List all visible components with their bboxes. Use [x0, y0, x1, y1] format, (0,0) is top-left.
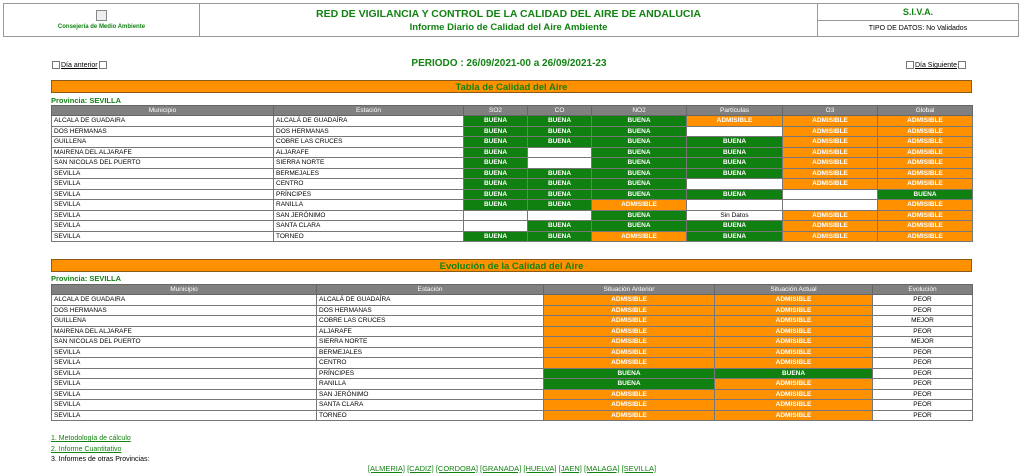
status-cell: BUENA	[464, 116, 528, 127]
status-cell: ADMISIBLE	[715, 389, 873, 400]
status-cell	[783, 189, 878, 200]
period-label: PERIODO : 26/09/2021-00 a 26/09/2021-23	[411, 58, 607, 69]
table-row	[52, 137, 973, 148]
status-cell: ADMISIBLE	[715, 305, 873, 316]
status-cell	[687, 200, 783, 211]
table-row	[52, 200, 973, 211]
table-cell: TORNEO	[317, 410, 544, 421]
other-provinces-label: 3. Informes de otras Provincias:	[51, 456, 150, 463]
table-cell: SAN JERÓNIMO	[317, 389, 544, 400]
status-cell: PEOR	[873, 379, 973, 390]
status-cell: PEOR	[873, 358, 973, 369]
table-cell: SEVILLA	[52, 189, 274, 200]
status-cell: PEOR	[873, 368, 973, 379]
table-cell: TORNEO	[274, 231, 464, 242]
status-cell: BUENA	[528, 221, 592, 232]
table-cell: BERMEJALES	[317, 347, 544, 358]
status-cell	[464, 210, 528, 221]
table-row	[52, 158, 973, 169]
column-header: Estación	[274, 106, 464, 116]
column-header: Municipio	[52, 285, 317, 295]
status-cell: BUENA	[528, 137, 592, 148]
status-cell: ADMISIBLE	[715, 410, 873, 421]
quantitative-report-link[interactable]: 2. Informe Cuantitativo	[51, 446, 122, 453]
table-row	[52, 231, 973, 242]
status-cell: BUENA	[528, 231, 592, 242]
status-cell: ADMISIBLE	[592, 200, 687, 211]
status-cell: ADMISIBLE	[687, 116, 783, 127]
table-cell: CENTRO	[317, 358, 544, 369]
status-cell: BUENA	[544, 379, 715, 390]
evolution-province-label: Provincia: SEVILLA	[51, 274, 122, 283]
status-cell: ADMISIBLE	[715, 379, 873, 390]
table-cell: SAN JERÓNIMO	[274, 210, 464, 221]
previous-day-label: Día anterior	[61, 61, 98, 69]
status-cell: BUENA	[687, 221, 783, 232]
quality-table-title: Tabla de Calidad del Aire	[51, 80, 972, 93]
status-cell: MEJOR	[873, 337, 973, 348]
status-cell: BUENA	[528, 200, 592, 211]
logo-cell	[4, 4, 200, 37]
table-cell: COBRE LAS CRUCES	[317, 316, 544, 327]
table-cell: SEVILLA	[52, 358, 317, 369]
status-cell: ADMISIBLE	[592, 231, 687, 242]
table-row	[52, 147, 973, 158]
table-row	[52, 295, 973, 306]
status-cell: ADMISIBLE	[878, 179, 973, 190]
table-cell: SEVILLA	[52, 389, 317, 400]
column-header: Municipio	[52, 106, 274, 116]
table-cell: MAIRENA DEL ALJARAFE	[52, 147, 274, 158]
status-cell: ADMISIBLE	[544, 410, 715, 421]
column-header: Global	[878, 106, 973, 116]
column-header: Estación	[317, 285, 544, 295]
province-links	[0, 464, 1024, 473]
status-cell	[528, 147, 592, 158]
table-cell: ALJARAFE	[317, 326, 544, 337]
table-cell: SANTA CLARA	[274, 221, 464, 232]
status-cell: PEOR	[873, 326, 973, 337]
table-cell: SEVILLA	[52, 410, 317, 421]
footer-link-2-wrap	[51, 446, 121, 453]
methodology-link[interactable]: 1. Metodología de cálculo	[51, 435, 131, 442]
table-cell: DOS HERMANAS	[52, 305, 317, 316]
table-row	[52, 358, 973, 369]
title-cell	[200, 4, 818, 37]
table-row	[52, 116, 973, 127]
status-cell: BUENA	[687, 147, 783, 158]
status-cell: ADMISIBLE	[783, 179, 878, 190]
table-cell: SEVILLA	[52, 210, 274, 221]
status-cell: BUENA	[715, 368, 873, 379]
status-cell: BUENA	[464, 147, 528, 158]
siva-cell	[818, 4, 1019, 37]
report-title: RED DE VIGILANCIA Y CONTROL DE LA CALIDAD DEL AIRE DE ANDALUCIA	[315, 7, 702, 20]
status-cell: PEOR	[873, 410, 973, 421]
status-cell: BUENA	[592, 210, 687, 221]
table-cell: ALCALÁ DE GUADAÍRA	[274, 116, 464, 127]
status-cell: BUENA	[464, 189, 528, 200]
table-row	[52, 326, 973, 337]
table-cell: SANTA CLARA	[317, 400, 544, 411]
table-row	[52, 221, 973, 232]
table-row	[52, 379, 973, 390]
status-cell: ADMISIBLE	[544, 305, 715, 316]
table-cell: ALCALÁ DE GUADAÍRA	[317, 295, 544, 306]
status-cell: BUENA	[687, 137, 783, 148]
status-cell: BUENA	[592, 189, 687, 200]
status-cell: BUENA	[528, 168, 592, 179]
table-cell: COBRE LAS CRUCES	[274, 137, 464, 148]
footer-link-1-wrap	[51, 435, 131, 442]
status-cell: ADMISIBLE	[878, 137, 973, 148]
status-cell: ADMISIBLE	[878, 231, 973, 242]
status-cell: PEOR	[873, 389, 973, 400]
table-row	[52, 316, 973, 327]
broken-image-icon	[96, 10, 107, 21]
status-cell: BUENA	[464, 179, 528, 190]
status-cell: BUENA	[464, 200, 528, 211]
table-cell: SAN NICOLAS DEL PUERTO	[52, 337, 317, 348]
status-cell: BUENA	[464, 168, 528, 179]
status-cell: ADMISIBLE	[715, 295, 873, 306]
table-cell: ALJARAFE	[274, 147, 464, 158]
status-cell: BUENA	[528, 116, 592, 127]
status-cell: ADMISIBLE	[544, 337, 715, 348]
status-cell	[687, 126, 783, 137]
status-cell: ADMISIBLE	[783, 231, 878, 242]
table-row	[52, 389, 973, 400]
table-row	[52, 189, 973, 200]
table-cell: PRÍNCIPES	[317, 368, 544, 379]
status-cell: ADMISIBLE	[715, 400, 873, 411]
table-cell: SEVILLA	[52, 347, 317, 358]
status-cell: ADMISIBLE	[878, 168, 973, 179]
column-header: Situación Anterior	[544, 285, 715, 295]
status-cell: ADMISIBLE	[544, 316, 715, 327]
status-cell: Sin Datos	[687, 210, 783, 221]
status-cell: PEOR	[873, 305, 973, 316]
status-cell: ADMISIBLE	[878, 210, 973, 221]
table-cell: SEVILLA	[52, 368, 317, 379]
status-cell: ADMISIBLE	[878, 200, 973, 211]
status-cell: BUENA	[687, 189, 783, 200]
status-cell: ADMISIBLE	[715, 347, 873, 358]
status-cell: ADMISIBLE	[783, 126, 878, 137]
status-cell: ADMISIBLE	[544, 389, 715, 400]
table-cell: SIERRA NORTE	[317, 337, 544, 348]
status-cell: BUENA	[528, 179, 592, 190]
table-cell: RANILLA	[274, 200, 464, 211]
status-cell: BUENA	[528, 126, 592, 137]
quality-table	[51, 105, 973, 242]
status-cell: ADMISIBLE	[783, 158, 878, 169]
province-link[interactable]: [HUELVA]	[523, 464, 557, 473]
table-row	[52, 368, 973, 379]
status-cell: BUENA	[592, 116, 687, 127]
table-cell: SEVILLA	[52, 221, 274, 232]
province-link[interactable]: [JAEN]	[558, 464, 582, 473]
table-cell: MAIRENA DEL ALJARAFE	[52, 326, 317, 337]
province-link[interactable]: [GRANADA]	[480, 464, 522, 473]
evolution-table	[51, 284, 973, 421]
siva-label: S.I.V.A.	[818, 4, 1018, 21]
data-type-label: TIPO DE DATOS: No Validados	[868, 25, 968, 32]
status-cell: ADMISIBLE	[783, 147, 878, 158]
status-cell: ADMISIBLE	[544, 400, 715, 411]
status-cell: PEOR	[873, 347, 973, 358]
status-cell: ADMISIBLE	[544, 347, 715, 358]
province-link[interactable]: [SEVILLA]	[621, 464, 657, 473]
status-cell	[783, 200, 878, 211]
column-header: SO2	[464, 106, 528, 116]
status-cell	[528, 210, 592, 221]
column-header: NO2	[592, 106, 687, 116]
table-cell: BERMEJALES	[274, 168, 464, 179]
table-cell: SIERRA NORTE	[274, 158, 464, 169]
table-cell: DOS HERMANAS	[274, 126, 464, 137]
status-cell: ADMISIBLE	[544, 326, 715, 337]
table-cell: DOS HERMANAS	[52, 126, 274, 137]
status-cell: BUENA	[592, 158, 687, 169]
next-day-label: Día Siguiente	[914, 61, 957, 69]
status-cell: MEJOR	[873, 316, 973, 327]
table-row	[52, 400, 973, 411]
table-row	[52, 337, 973, 348]
status-cell: ADMISIBLE	[783, 221, 878, 232]
status-cell: ADMISIBLE	[783, 210, 878, 221]
table-row	[52, 168, 973, 179]
table-cell: CENTRO	[274, 179, 464, 190]
status-cell: ADMISIBLE	[544, 358, 715, 369]
status-cell: BUENA	[592, 168, 687, 179]
table-cell: SEVILLA	[52, 400, 317, 411]
table-cell: SEVILLA	[52, 179, 274, 190]
table-cell: GUILLENA	[52, 316, 317, 327]
status-cell: ADMISIBLE	[878, 126, 973, 137]
column-header: CO	[528, 106, 592, 116]
status-cell: ADMISIBLE	[544, 295, 715, 306]
quality-province-label: Provincia: SEVILLA	[51, 96, 122, 105]
status-cell: BUENA	[592, 179, 687, 190]
status-cell: BUENA	[592, 147, 687, 158]
column-header: O3	[783, 106, 878, 116]
status-cell: ADMISIBLE	[783, 116, 878, 127]
status-cell: ADMISIBLE	[783, 137, 878, 148]
status-cell: ADMISIBLE	[878, 147, 973, 158]
table-cell: SAN NICOLAS DEL PUERTO	[52, 158, 274, 169]
status-cell: ADMISIBLE	[715, 316, 873, 327]
column-header: Situación Actual	[715, 285, 873, 295]
table-row	[52, 126, 973, 137]
province-link[interactable]: [ALMERIA]	[367, 464, 405, 473]
status-cell: BUENA	[464, 126, 528, 137]
next-day-link[interactable]	[905, 61, 967, 69]
column-header: Evolución	[873, 285, 973, 295]
table-cell: PRÍNCIPES	[274, 189, 464, 200]
status-cell: BUENA	[464, 231, 528, 242]
broken-image-icon	[958, 61, 966, 69]
broken-image-icon	[906, 61, 914, 69]
status-cell: ADMISIBLE	[715, 326, 873, 337]
status-cell: ADMISIBLE	[715, 358, 873, 369]
status-cell: BUENA	[464, 137, 528, 148]
status-cell: BUENA	[544, 368, 715, 379]
table-cell: GUILLENA	[52, 137, 274, 148]
column-header: Partículas	[687, 106, 783, 116]
table-cell: DOS HERMANAS	[317, 305, 544, 316]
status-cell: ADMISIBLE	[715, 337, 873, 348]
status-cell	[687, 179, 783, 190]
table-row	[52, 305, 973, 316]
report-subtitle: Informe Diario de Calidad del Aire Ambiente	[409, 21, 608, 33]
table-cell: SEVILLA	[52, 231, 274, 242]
status-cell: BUENA	[687, 168, 783, 179]
status-cell: PEOR	[873, 295, 973, 306]
evolution-table-title: Evolución de la Calidad del Aire	[51, 259, 972, 272]
province-link[interactable]: [CORDOBA]	[435, 464, 478, 473]
status-cell	[528, 158, 592, 169]
table-cell: RANILLA	[317, 379, 544, 390]
table-row	[52, 410, 973, 421]
table-row	[52, 210, 973, 221]
report-header	[3, 3, 1019, 37]
table-cell: ALCALA DE GUADAIRA	[52, 116, 274, 127]
status-cell: ADMISIBLE	[878, 116, 973, 127]
status-cell: BUENA	[687, 158, 783, 169]
province-link[interactable]: [MALAGA]	[583, 464, 620, 473]
table-row	[52, 347, 973, 358]
province-link[interactable]: [CADIZ]	[407, 464, 434, 473]
status-cell: BUENA	[464, 158, 528, 169]
status-cell: BUENA	[592, 137, 687, 148]
status-cell: BUENA	[592, 126, 687, 137]
status-cell: ADMISIBLE	[878, 158, 973, 169]
status-cell: PEOR	[873, 400, 973, 411]
status-cell	[464, 221, 528, 232]
period-nav	[51, 58, 967, 70]
table-row	[52, 179, 973, 190]
table-cell: SEVILLA	[52, 379, 317, 390]
status-cell: BUENA	[592, 221, 687, 232]
logo-text: Consejería de Medio Ambiente	[57, 24, 146, 30]
status-cell: BUENA	[687, 231, 783, 242]
table-cell: SEVILLA	[52, 168, 274, 179]
status-cell: ADMISIBLE	[878, 221, 973, 232]
status-cell: BUENA	[878, 189, 973, 200]
table-cell: ALCALA DE GUADAIRA	[52, 295, 317, 306]
status-cell: ADMISIBLE	[783, 168, 878, 179]
table-cell: SEVILLA	[52, 200, 274, 211]
status-cell: BUENA	[528, 189, 592, 200]
